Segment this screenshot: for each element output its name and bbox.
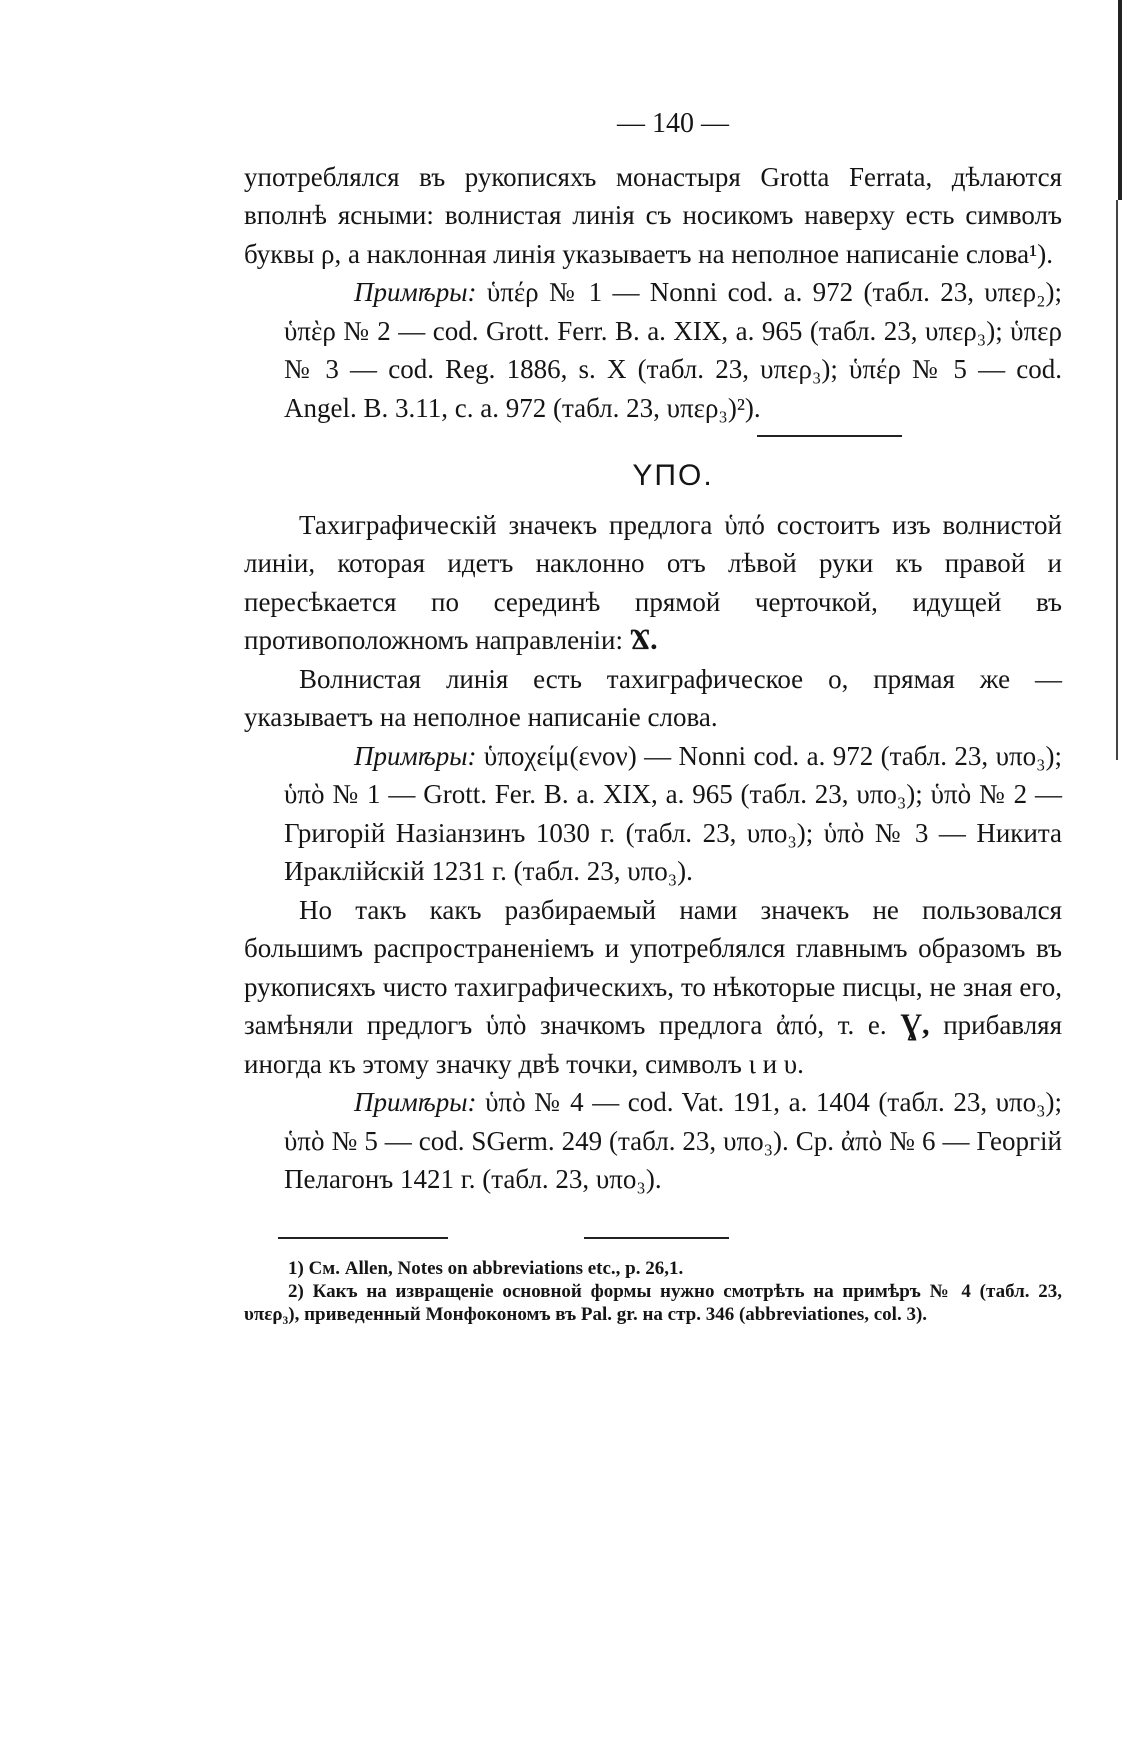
examples-paragraph-hypo-variants [284,1083,1062,1199]
hypo-paragraph-3-before: Но такъ какъ разбираемый нами значекъ не пользовался большимъ распространеніемъ и употреблялся главнымъ образомъ въ рукописяхъ чисто тахиграфическихъ, то нѣкоторые писцы, не зная его, замѣняли предлогъ ὑπὸ значкомъ предлога ἀπό, т. е. [244,894,1062,1040]
examples-block-hypo [244,737,1062,891]
examples-label: Примѣры: [354,1087,477,1117]
examples-paragraph-hypo [284,737,1062,891]
examples-label: Примѣры: [354,277,477,307]
hypo-paragraph-1-text: Тахиграфическій значекъ предлога ὑπό состоитъ изъ волнистой линіи, которая идетъ наклонно отъ лѣвой руки къ правой и пересѣкается по серединѣ прямой черточкой, идущей въ противоположномъ направленіи: [244,509,1062,655]
examples-text: ὑπὸ № 4 — cod. Vat. 191, a. 1404 (табл. 23, υπο₃); ὑπὸ № 5 — cod. SGerm. 249 (табл. 23, υπο₃). Ср. ἀπὸ № 6 — Георгій Пелагонъ 1421 г. (табл. 23, υπο₃). [284,1087,1063,1194]
examples-text: ὑπέρ № 1 — Nonni cod. a. 972 (табл. 23, υπερ₂); ὑπὲρ № 2 — cod. Grott. Ferr. B. a. XIX, a. 965 (табл. 23, υπερ₃); ὑπερ № 3 — cod. Reg. 1886, s. X (табл. 23, υπερ₃); ὑπέρ № 5 — cod. Angel. B. 3.11, c. a. 972 (табл. 23, υπερ₃)²). [284,277,1063,423]
footnote-1: 1) См. Allen, Notes on abbreviations etc., p. 26,1. [288,1257,684,1279]
page-content [244,105,1062,1326]
page-edge-mark-lower [1116,200,1118,760]
examples-block-hypo-variants [244,1083,1062,1199]
hypo-paragraph-2: Волнистая линія есть тахиграфическое ο, прямая же — указываетъ на неполное написаніе слова. [244,663,1062,732]
hypo-paragraph-3-after: прибавляя иногда къ этому значку двѣ точки, символъ ι и υ. [244,1010,1063,1079]
examples-paragraph-hyper [284,273,1062,427]
section-end-rule [584,1237,729,1239]
examples-label: Примѣры: [354,740,477,771]
section-heading-hypo: ΥΠΟ. [632,459,714,492]
page-edge-mark [1118,0,1122,200]
footnote-separator [244,1217,1062,1257]
examples-text: ὑποχείμ(ενον) — Nonni cod. a. 972 (табл. 23, υπο₃); ὑπὸ № 1 — Grott. Fer. B. a. XIX, a. 965 (табл. 23, υπο₃); ὑπὸ № 2 — Григорій Назіанзинъ 1030 г. (табл. 23, υπο₃); ὑπὸ № 3 — Никита Ираклійскій 1231 г. (табл. 23, υπο₃). [284,740,1062,886]
tachygraphic-sign-apo: Ɣ, [900,1008,930,1041]
page-number: — 140 — [617,108,729,139]
section-separator [757,435,902,437]
examples-block-hyper [244,273,1062,427]
footnote-rule [278,1237,448,1239]
tachygraphic-sign-hypo: Ϫ. [629,623,658,656]
footnote-2: 2) Какъ на извращеніе основной формы нужно смотрѣть на примѣръ № 4 (табл. 23, υπερ₃), приведенный Монфокономъ въ Pal. gr. на стр. 346 (abbreviationes, col. 3). [244,1280,1062,1325]
intro-paragraph: употреблялся въ рукописяхъ монастыря Grotta Ferrata, дѣлаются вполнѣ ясными: волнистая линія съ носикомъ наверху есть символъ буквы ρ, а наклонная линія указываетъ на неполное написаніе слова¹). [244,161,1062,269]
hypo-paragraph-1 [244,506,1062,660]
footnotes [244,1257,1062,1326]
hypo-paragraph-3 [244,891,1062,1084]
